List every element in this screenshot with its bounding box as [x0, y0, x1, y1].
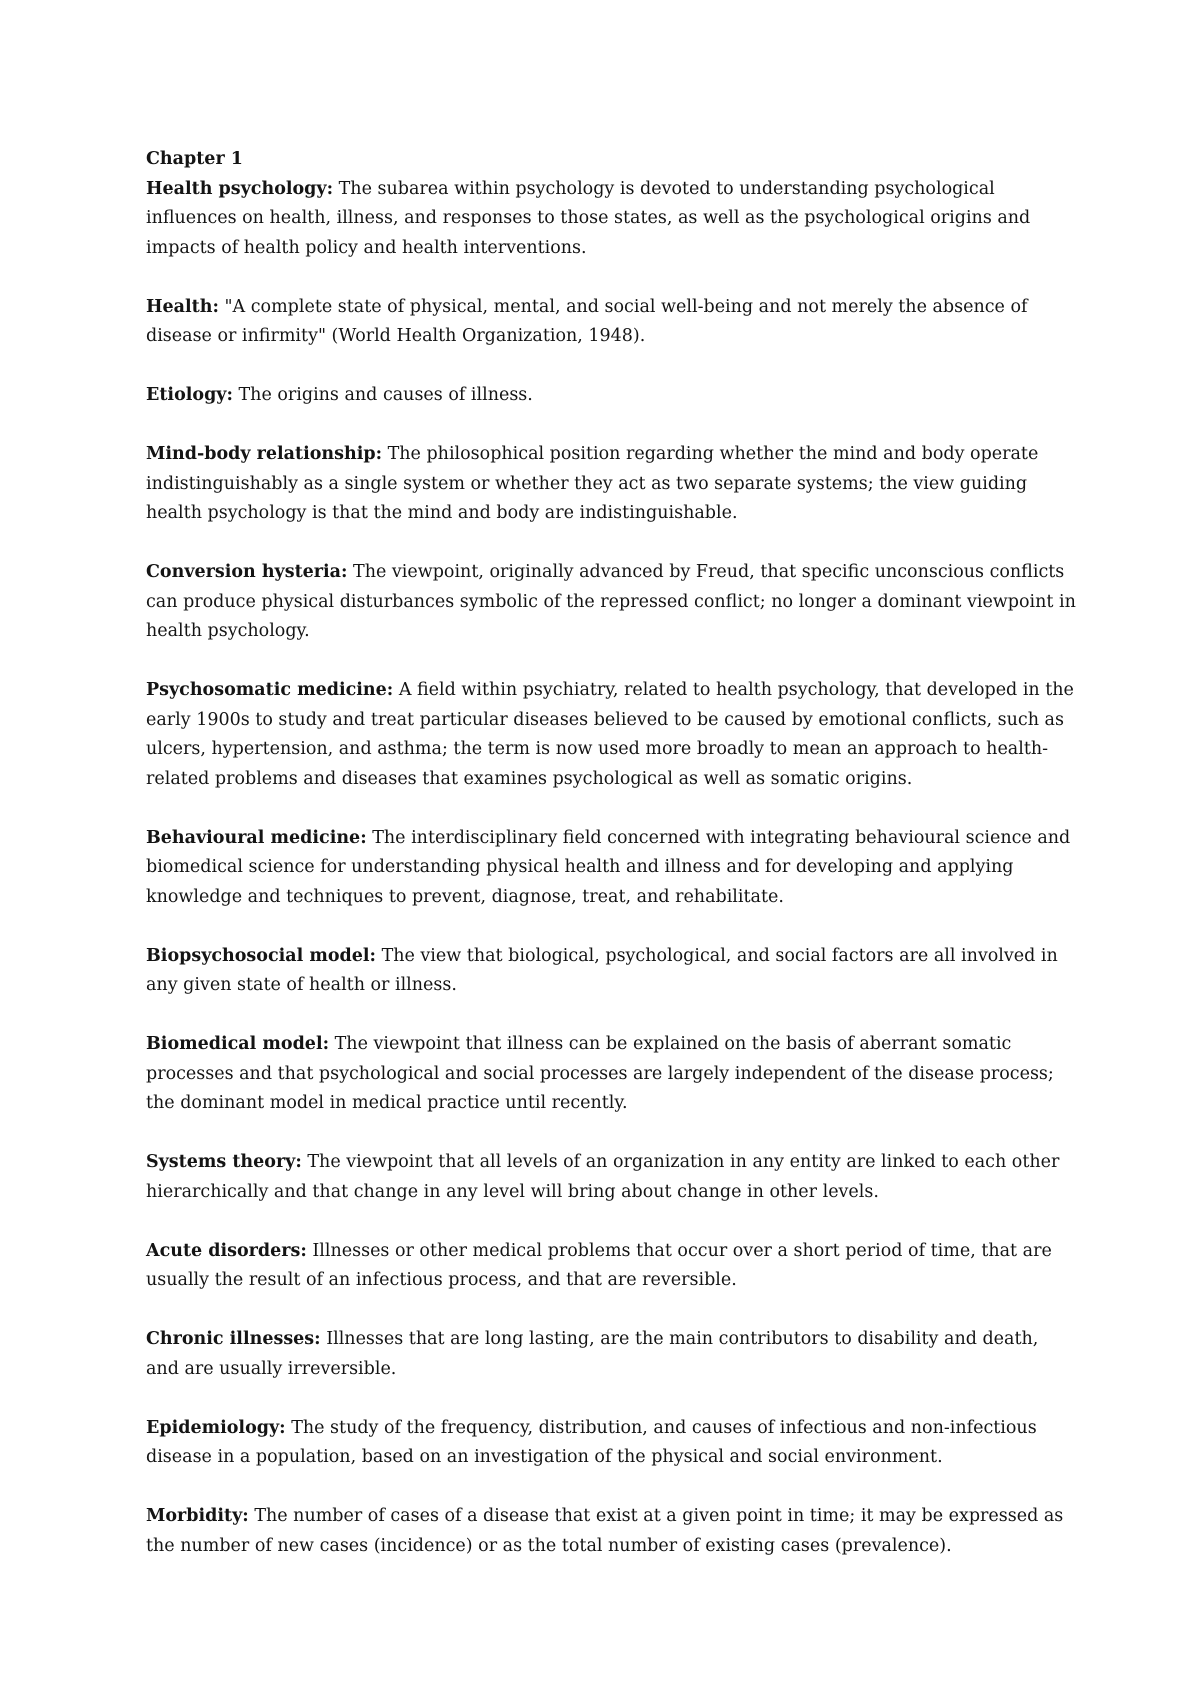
glossary-entry	[146, 558, 1076, 647]
glossary-term: Systems theory:	[146, 1152, 302, 1172]
glossary-entry	[146, 1237, 1076, 1296]
glossary-entry	[146, 175, 1076, 264]
glossary-term: Biomedical model:	[146, 1034, 330, 1054]
glossary-entry	[146, 942, 1076, 1001]
glossary-definition: The origins and causes of illness.	[232, 385, 533, 405]
glossary-entry	[146, 676, 1076, 794]
glossary-term: Mind-body relationship:	[146, 444, 383, 464]
glossary-term: Behavioural medicine:	[146, 827, 367, 848]
glossary-term: Epidemiology:	[146, 1417, 286, 1438]
glossary-definition: Illnesses or other medical problems that occur over a short period of time, that are usually the result of an infectious process, and that are reversible.	[146, 1240, 1052, 1290]
glossary-term: Acute disorders:	[146, 1240, 307, 1261]
glossary-term: Chronic illnesses:	[146, 1329, 321, 1349]
glossary-term: Psychosomatic medicine:	[146, 680, 394, 700]
glossary-definition: The study of the frequency, distribution, and causes of infectious and non-infectious disease in a population, based on an investigation of the physical and social environment.	[146, 1417, 1037, 1467]
glossary-definition: The view that biological, psychological, and social factors are all involved in any given state of health or illness.	[146, 945, 1058, 995]
glossary-term: Etiology:	[146, 385, 233, 405]
glossary-entry	[146, 381, 1076, 411]
glossary-entry	[146, 440, 1076, 529]
document-page	[146, 145, 1076, 1591]
glossary-entry	[146, 293, 1076, 352]
glossary-definition: The viewpoint, originally advanced by Freud, that specific unconscious conflicts can produce physical disturbances symbolic of the repressed conflict; no longer a dominant viewpoint in health psychology.	[146, 562, 1076, 641]
glossary-term: Morbidity:	[146, 1506, 249, 1526]
glossary-definition: The viewpoint that illness can be explained on the basis of aberrant somatic processes and that psychological and social processes are largely independent of the disease process; the dominant model in medical practice until recently.	[146, 1034, 1054, 1113]
glossary-definition: The number of cases of a disease that exist at a given point in time; it may be expressed as the number of new cases (incidence) or as the total number of existing cases (prevalence).	[146, 1506, 1064, 1556]
glossary-definition: A field within psychiatry, related to health psychology, that developed in the early 1900s to study and treat particular diseases believed to be caused by emotional conflicts, such as ulcers, hypertension, and asthma; the term is now used more broadly to mean an approach to health-related problems and diseases that examines psychological as well as somatic origins.	[146, 680, 1074, 789]
glossary-entry	[146, 1502, 1076, 1561]
glossary-definition: The interdisciplinary field concerned with integrating behavioural science and biomedical science for understanding physical health and illness and for developing and applying knowledge and techniques to prevent, diagnose, treat, and rehabilitate.	[146, 827, 1071, 907]
glossary-definition: The viewpoint that all levels of an organization in any entity are linked to each other hierarchically and that change in any level will bring about change in other levels.	[146, 1152, 1060, 1202]
glossary-entry	[146, 1325, 1076, 1384]
glossary-term: Biopsychosocial model:	[146, 945, 376, 966]
glossary-entry	[146, 1414, 1076, 1473]
glossary-entry	[146, 1030, 1076, 1119]
glossary-entry	[146, 1148, 1076, 1207]
glossary-term: Health:	[146, 296, 219, 317]
chapter-title: Chapter 1	[146, 149, 243, 169]
glossary-definition: The philosophical position regarding whether the mind and body operate indistinguishably as a single system or whether they act as two separate systems; the view guiding health psychology is that the mind and body are indistinguishable.	[146, 444, 1039, 523]
glossary-definition: "A complete state of physical, mental, and social well-being and not merely the absence of disease or infirmity" (World Health Organization, 1948).	[146, 296, 1028, 346]
glossary-definition: Illnesses that are long lasting, are the main contributors to disability and death, and are usually irreversible.	[146, 1329, 1039, 1379]
glossary-entry	[146, 824, 1076, 913]
glossary-term: Conversion hysteria:	[146, 562, 348, 582]
glossary-definition: The subarea within psychology is devoted to understanding psychological influences on health, illness, and responses to those states, as well as the psychological origins and impacts of health policy and health interventions.	[146, 178, 1031, 258]
glossary-term: Health psychology:	[146, 178, 334, 199]
